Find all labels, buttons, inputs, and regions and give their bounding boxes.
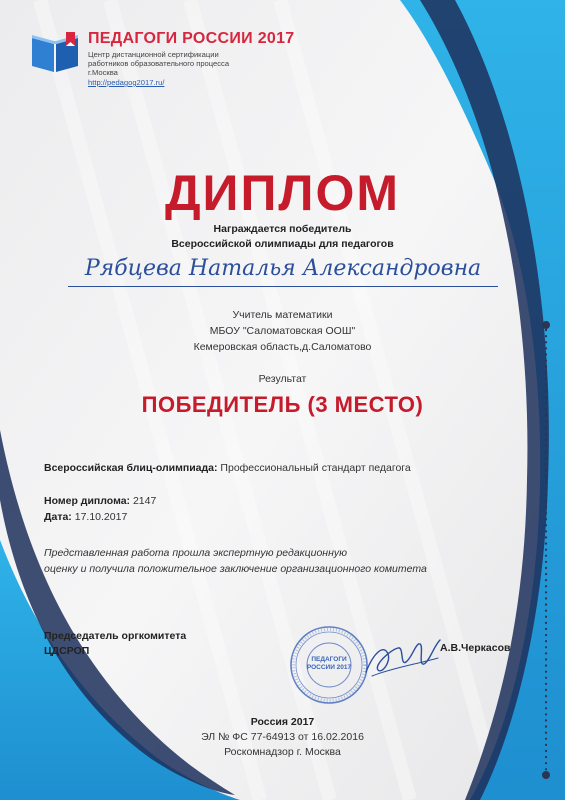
recipient-location: Кемеровская область,д.Саломатово xyxy=(193,341,372,353)
footer-registration: ЭЛ № ФС 77-64913 от 16.02.2016 xyxy=(201,731,364,743)
number-label: Номер диплома: xyxy=(44,495,131,507)
recipient-position: Учитель математики xyxy=(232,309,333,321)
diploma-number xyxy=(44,495,156,507)
diploma-date xyxy=(44,511,127,523)
olympiad-label: Всероссийская блиц-олимпиада: xyxy=(44,462,218,474)
olympiad-info xyxy=(44,462,411,474)
date-label: Дата: xyxy=(44,511,72,523)
result-value: ПОБЕДИТЕЛЬ (3 МЕСТО) xyxy=(141,392,424,417)
logo-subtitle-line: г.Москва xyxy=(88,68,118,77)
diploma-title: ДИПЛОМ xyxy=(164,165,401,221)
signer-name: А.В.Черкасов xyxy=(440,642,511,654)
seal-text: ПЕДАГОГИ xyxy=(311,656,347,663)
book-logo-icon xyxy=(30,30,82,74)
website-link[interactable]: http://pedagog2017.ru/ xyxy=(88,78,165,87)
number-value: 2147 xyxy=(130,495,157,507)
footer-country-year: Россия 2017 xyxy=(250,716,315,728)
awarded-line: Награждается победитель xyxy=(213,223,352,235)
logo-subtitle-line: работников образовательного процесса xyxy=(88,59,230,68)
recipient-school: МБОУ "Саломатовская ООШ" xyxy=(209,325,356,337)
date-value: 17.10.2017 xyxy=(71,511,128,523)
result-label: Результат xyxy=(258,373,307,385)
logo-title: ПЕДАГОГИ РОССИИ 2017 xyxy=(88,30,295,47)
seal-text: РОССИИ 2017 xyxy=(306,664,352,671)
name-underline xyxy=(68,286,498,287)
chair-title: Председатель оргкомитета xyxy=(44,630,187,642)
footer-authority: Роскомнадзор г. Москва xyxy=(224,746,341,758)
recipient-name: Рябцева Наталья Александровна xyxy=(84,256,482,281)
round-seal-icon xyxy=(289,625,369,705)
note-line: оценку и получила положительное заключение организационного комитета xyxy=(44,563,427,575)
note-line: Представленная работа прошла экспертную редакционную xyxy=(44,547,348,559)
chair-org: ЦДСРОП xyxy=(44,645,90,657)
logo-subtitle-line: Центр дистанционной сертификации xyxy=(88,50,219,59)
awarded-line: Всероссийской олимпиады для педагогов xyxy=(171,238,394,250)
signature-scribble xyxy=(362,632,444,682)
olympiad-value: Профессиональный стандарт педагога xyxy=(217,462,411,474)
